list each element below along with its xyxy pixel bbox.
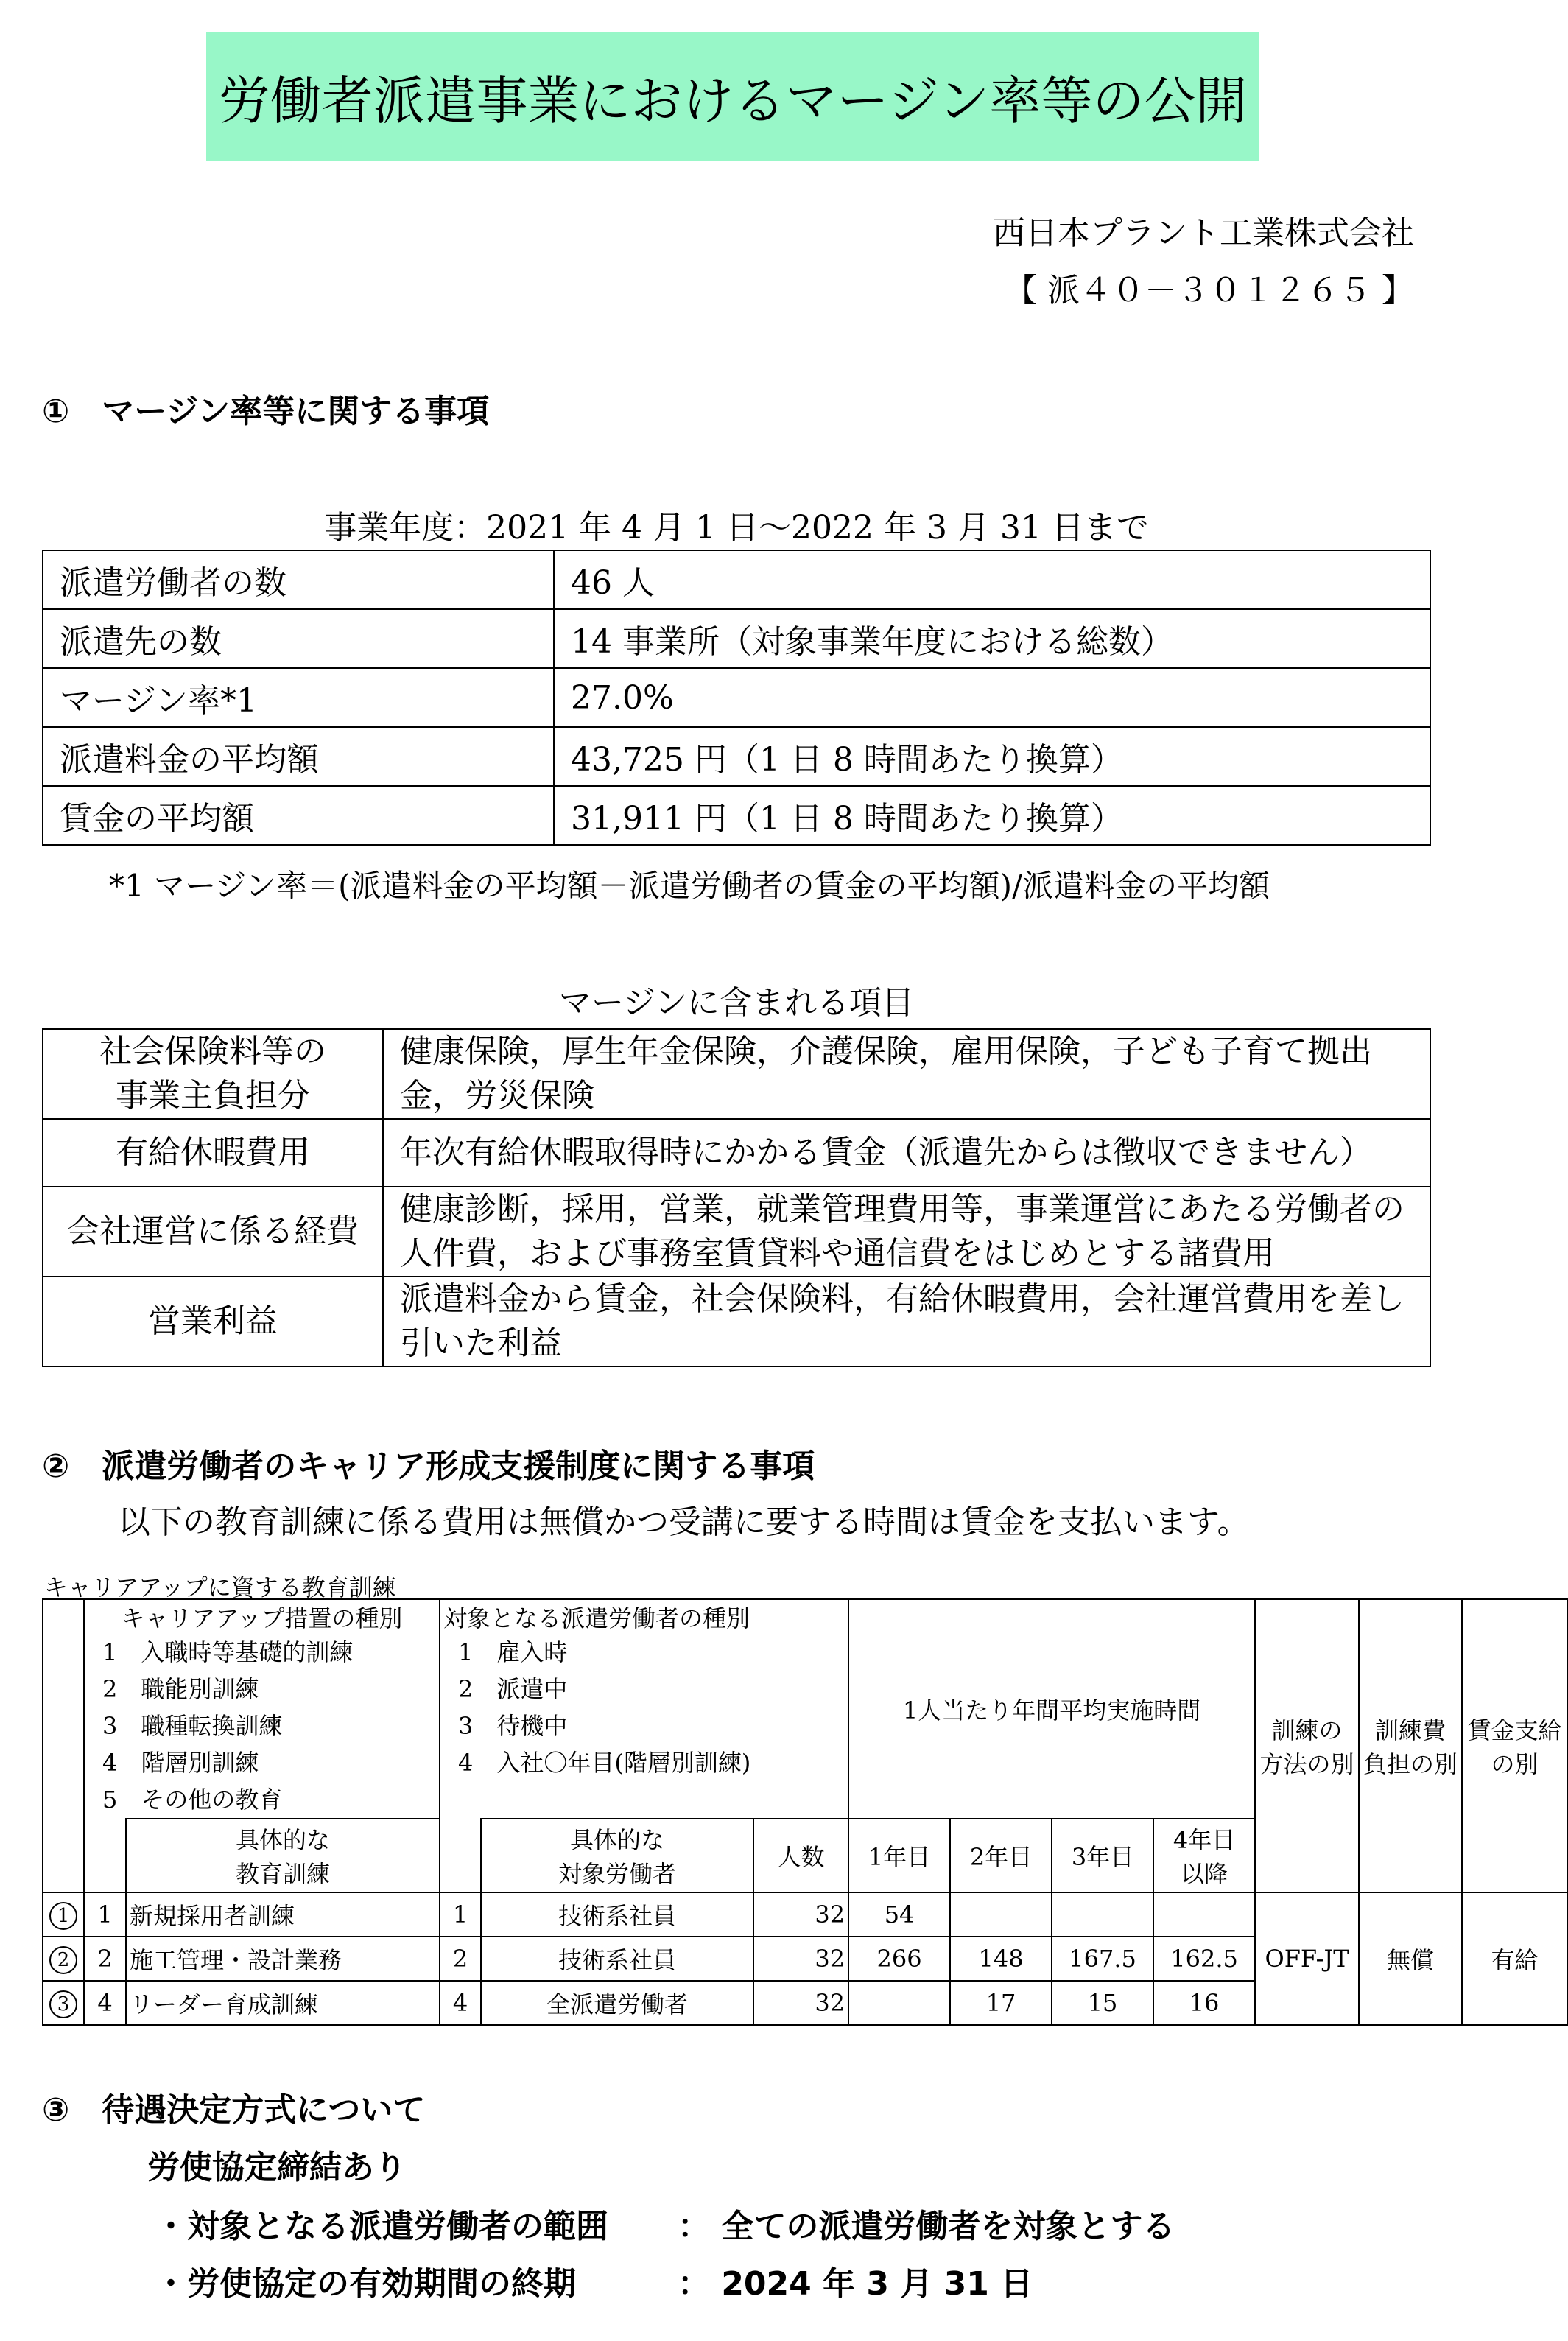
year3-header: 3年目: [1052, 1819, 1153, 1892]
measure-type-cell: 2: [84, 1937, 126, 1981]
year1-header: 1年目: [848, 1819, 950, 1892]
table-row: [43, 786, 1430, 845]
row-label: 派遣労働者の数: [43, 550, 554, 609]
row-number: 2: [43, 1937, 84, 1981]
year4-cell: [1153, 1892, 1255, 1937]
measure-type-header: キャリアアップ措置の種別 1 入職時等基礎的訓練 2 職能別訓練 3 職種転換訓練 4 階層別訓練 5 その他の教育: [84, 1599, 440, 1819]
year2-cell: 17: [950, 1981, 1052, 2025]
worker-type-cell: 1: [440, 1892, 481, 1937]
item-label: 会社運営に係る経費: [43, 1187, 383, 1277]
year1-cell: 54: [848, 1892, 950, 1937]
wage-cell: 有給: [1462, 1892, 1567, 2025]
training-table-caption: キャリアアップに資する教育訓練: [44, 1573, 396, 1601]
margin-rate-footnote: *1 マージン率＝(派遣料金の平均額－派遣労働者の賃金の平均額)/派遣料金の平均額: [109, 868, 1270, 904]
year1-cell: [848, 1981, 950, 2025]
count-cell: 32: [753, 1892, 848, 1937]
margin-items-table: [42, 1028, 1431, 1367]
year2-cell: 148: [950, 1937, 1052, 1981]
validity-value: ： 2024 年 3 月 31 日: [678, 2265, 1033, 2303]
table-row: [43, 1119, 1430, 1187]
row-value: 46 人: [554, 550, 1430, 609]
row-label: 派遣先の数: [43, 609, 554, 668]
count-cell: 32: [753, 1981, 848, 2025]
row-number: 1: [43, 1892, 84, 1937]
target-cell: 技術系社員: [481, 1937, 753, 1981]
cost-header: 訓練費 負担の別: [1359, 1599, 1462, 1892]
headcount-header: 人数: [753, 1819, 848, 1892]
scope-label: ・対象となる派遣労働者の範囲: [155, 2208, 608, 2245]
wage-header: 賃金支給 の別: [1462, 1599, 1567, 1892]
target-cell: 技術系社員: [481, 1892, 753, 1937]
year3-cell: [1052, 1892, 1153, 1937]
count-cell: 32: [753, 1937, 848, 1981]
table-row: [43, 1029, 1430, 1119]
year2-header: 2年目: [950, 1819, 1052, 1892]
header-blank: [43, 1599, 84, 1892]
specific-target-header: 具体的な 対象労働者: [481, 1819, 753, 1892]
agreement-status: 労使協定締結あり: [147, 2149, 407, 2186]
training-cell: 施工管理・設計業務: [126, 1937, 440, 1981]
year4-cell: 16: [1153, 1981, 1255, 2025]
worker-type-cell: 2: [440, 1937, 481, 1981]
year1-cell: 266: [848, 1937, 950, 1981]
section2-intro: 以下の教育訓練に係る費用は無償かつ受講に要する時間は賃金を支払います。: [118, 1503, 1250, 1541]
training-cell: リーダー育成訓練: [126, 1981, 440, 2025]
table-row: [43, 668, 1430, 727]
company-name: 西日本プラント工業株式会社: [993, 214, 1414, 252]
license-number: 【 派４０－３０１２６５ 】: [1005, 272, 1414, 309]
method-header: 訓練の 方法の別: [1255, 1599, 1359, 1892]
table-row: [43, 1187, 1430, 1277]
target-cell: 全派遣労働者: [481, 1981, 753, 2025]
item-description: 健康保険，厚生年金保険，介護保険，雇用保険，子ども子育て拠出金，労災保険: [383, 1029, 1430, 1119]
year4-header: 4年目 以降: [1153, 1819, 1255, 1892]
page-title: 労働者派遣事業におけるマージン率等の公開: [218, 71, 1248, 131]
method-cell: OFF-JT: [1255, 1892, 1359, 2025]
table-row: [43, 727, 1430, 786]
item-description: 年次有給休暇取得時にかかる賃金（派遣先からは徴収できません）: [383, 1119, 1430, 1187]
item-description: 派遣料金から賃金，社会保険料，有給休暇費用，会社運営費用を差し引いた利益: [383, 1277, 1430, 1366]
table-row: [43, 1277, 1430, 1366]
scope-value: ： 全ての派遣労働者を対象とする: [678, 2208, 1175, 2245]
row-label: マージン率*1: [43, 668, 554, 727]
fiscal-period: 事業年度：2021 年 4 月 1 日～2022 年 3 月 31 日まで: [324, 509, 1149, 547]
year4-cell: 162.5: [1153, 1937, 1255, 1981]
table-row: [43, 609, 1430, 668]
table-row: [43, 550, 1430, 609]
year3-cell: 167.5: [1052, 1937, 1153, 1981]
section2-heading: ② 派遣労働者のキャリア形成支援制度に関する事項: [42, 1447, 815, 1485]
margin-items-title: マージンに含まれる項目: [558, 984, 915, 1022]
row-value: 31,911 円（1 日 8 時間あたり換算）: [554, 786, 1430, 845]
career-training-table: [42, 1598, 1568, 2026]
row-label: 賃金の平均額: [43, 786, 554, 845]
year3-cell: 15: [1052, 1981, 1153, 2025]
header-blank: [84, 1819, 126, 1892]
specific-training-header: 具体的な 教育訓練: [126, 1819, 440, 1892]
row-value: 14 事業所（対象事業年度における総数）: [554, 609, 1430, 668]
section1-heading: ① マージン率等に関する事項: [42, 393, 490, 430]
section3-heading: ③ 待遇決定方式について: [42, 2091, 426, 2129]
avg-hours-header: 1人当たり年間平均実施時間: [848, 1599, 1255, 1819]
validity-label: ・労使協定の有効期間の終期: [155, 2265, 576, 2303]
item-label: 営業利益: [43, 1277, 383, 1366]
item-label: 有給休暇費用: [43, 1119, 383, 1187]
worker-type-header: 対象となる派遣労働者の種別 1 雇入時 2 派遣中 3 待機中 4 入社〇年目(階層別訓練): [440, 1599, 848, 1819]
margin-summary-table: [42, 550, 1431, 846]
training-cell: 新規採用者訓練: [126, 1892, 440, 1937]
title-banner: [206, 32, 1259, 161]
row-value: 27.0%: [554, 668, 1430, 727]
measure-type-cell: 1: [84, 1892, 126, 1937]
row-label: 派遣料金の平均額: [43, 727, 554, 786]
item-label: 社会保険料等の 事業主負担分: [43, 1029, 383, 1119]
table-row: [43, 1892, 1567, 1937]
row-number: 3: [43, 1981, 84, 2025]
cost-cell: 無償: [1359, 1892, 1462, 2025]
measure-type-cell: 4: [84, 1981, 126, 2025]
header-blank: [440, 1819, 481, 1892]
item-description: 健康診断，採用，営業，就業管理費用等，事業運営にあたる労働者の人件費，および事務室賃貸料や通信費をはじめとする諸費用: [383, 1187, 1430, 1277]
worker-type-cell: 4: [440, 1981, 481, 2025]
row-value: 43,725 円（1 日 8 時間あたり換算）: [554, 727, 1430, 786]
year2-cell: [950, 1892, 1052, 1937]
